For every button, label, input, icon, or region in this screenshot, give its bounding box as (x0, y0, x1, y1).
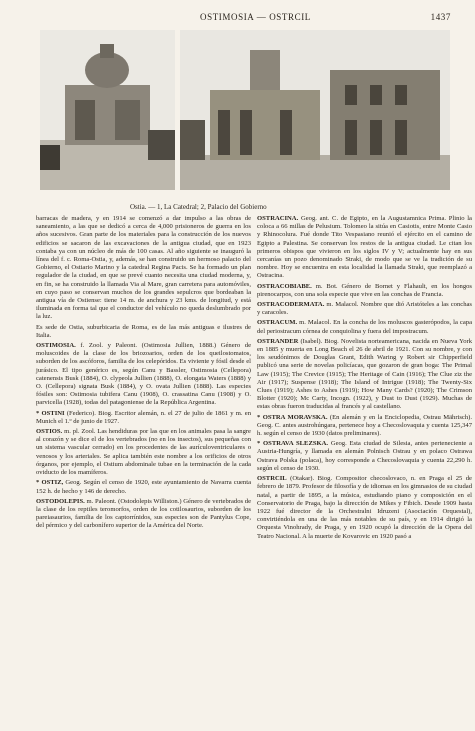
definition: Geog. Esta ciudad de Silesia, antes perteneciente a Austria-Hungría, y llamada en alemán Polnisch Ostrau y en polaco Ostrawa Ostrava Polska (polaca), hoy corresponde a Checoslovaquia y cuenta 22,290 h. según el censo de 1930. (257, 440, 473, 472)
right-column (257, 215, 472, 713)
dictionary-entry (36, 410, 251, 426)
definition: Geog. ant. C. de Egipto, en la Augustamnica Prima. Plinio la coloca a 66 millas de Pelusium. Tolomeo la sitúa en Casiotis, entre Monte Casio y Rhinocolura. Fué donde Tito Vespasiano reunió el ejército en el camino de Egipto a Palestina. Se conservan los restos de la antigua ciudad. Le citan los primeros obispos que vivieron en los siglos IV y V; actualmente hay en sus cercanías un pozo denominado Straki, de modo que se ve la tradición de su nombre. Hoy se encuentra en esta localidad la llamada Straki, que reemplazó a Ostracina. (257, 215, 472, 280)
definition: (Isabel). Biog. Novelista norteamericana, nacida en Nueva York en 1885 y muerta en Long Beach el 26 de abril de 1921. Con su nombre, y con los seudónimos de Douglas Grant, Edith Waring y Robert sir Chipperfield publicó una serie de novelas policíacas, que gozaron de gran boga: The Primal Law (1915); The Crevice (1915); The Heritage of Cain (1916); The Clue ziz the Air (1917); Suspense (1918); The Island of Intrigue (1918); The Twenty-Six Clues (1919); Ashes to Ashes (1919); How Many Cards? (1920); The Crimson Blotter (1920); Mc Carty, Incogn. (1922), y Dust to Dust (1929). Muchas de estas obras fueron traducidas al francés y al castellano. (257, 337, 472, 411)
headword: * OSTRA MORAVSKA. (257, 413, 328, 421)
dictionary-entry (257, 338, 472, 412)
definition: (En alemán y en la Enciclopedia, Ostrau Mährisch). Geog. C. antes austrohúngara, pertenece hoy a Checoslovaquia y cuenta 125,347 h. según el censo de 1930 (datos preliminares). (257, 413, 472, 438)
headword: OSTRANDER (257, 337, 299, 345)
definition: m. pl. Zool. Las hendiduras por las que en los animales pasa la sangre al corazón y se dice el de los vertebrados (no en los insectos), sus pequeñas con un sistema vascular cerrado) en los procedentes de las aurículoventriculares o venosos y los arteriales. Se aplica también este nombre a los orificios de otros órganos, por ejemplo, el Ostium abdominale tubae en la terminación de la cada oviducto de los mamíferos. (36, 428, 251, 477)
definition: Geog. Según el censo de 1920, este ayuntamiento de Navarra cuenta 152 h. de hecho y 146 de derecho. (36, 479, 251, 495)
dictionary-entry (257, 319, 472, 335)
left-column (36, 215, 251, 713)
headword: * OSTINI (36, 409, 65, 417)
definition: m. Malacol. Nombre que dió Aristóteles a las conchas y caracoles. (257, 301, 472, 317)
dictionary-entry (257, 475, 472, 541)
headword: OSTRACODERMATA. (257, 301, 325, 309)
running-title: OSTIMOSIA — OSTRCIL (200, 12, 311, 22)
headword: OSTIMOSIA. (36, 342, 76, 350)
dictionary-entry (257, 283, 472, 299)
dictionary-entry (257, 440, 472, 473)
dictionary-entry (36, 498, 251, 531)
page-header (40, 12, 451, 26)
headword: OSTRACUM. (257, 319, 298, 327)
dictionary-entry (257, 414, 472, 439)
figure-caption: Ostia. — 1, La Catedral; 2, Palacio del Gobierno (130, 203, 267, 211)
definition: m. Malacol. En la concha de los moluscos gasterópodos, la capa del periostracum córnea de conquiolina y fuera del impostracum. (257, 319, 472, 335)
dictionary-entry (257, 215, 472, 281)
page-number: 1437 (430, 12, 451, 22)
dictionary-entry (36, 428, 251, 477)
headword: * OSTIZ, (36, 479, 64, 487)
headword: OSTODOLEPIS. (36, 497, 85, 505)
dictionary-entry (36, 479, 251, 495)
dictionary-entry (257, 301, 472, 317)
definition: f. Zool. y Paleont. (Ostimosia Jullien, 1888.) Género de moluscoides de la clase de los briozoarios, orden de los queilostomatos, suborden de los ascóforos, familia de los celepóridos. Es viviente y fósil desde el jurásico. El tipo genérico es, según Canu y Bassler, Ostimosia (Cellepora) catenensis Busk (1884), O. clypeola Jullien (1888), O. elongata Waters (1888) y O. (Cellepora) signata Busk (1884), y O. ovata Jullien (1888). Las especies fósiles son: Ostimosia tubifera Canu (1908), O. crassatina Canu (1908) y O. parvicella (1928), todas del patagoniense de la República Argentina. (36, 342, 251, 407)
dictionary-entry (36, 342, 251, 408)
cathedral-photo (40, 30, 175, 190)
government-palace-photo (180, 30, 450, 190)
headword: * OSTRAVA SLEZSKA. (257, 440, 329, 448)
headword: OSTIOS. (36, 428, 63, 436)
entry-continuation: barracas de madera, y en 1914 se comenzó a dar impulso a las obras de saneamiento, a las que se dedicó a cerca de 4,000 prisioneros de guerra en los años sucesivos. Gran parte de los materiales para la construcción de los nuevos edificios se sacaron de las excavaciones de la antigua ciudad, que en 1923 contaba ya con un núcleo de más de 100 casas. Al año siguiente se inauguró la línea del f. c. Roma-Ostia, y, además, se han construido un hermoso palacio del Gobierno, el Ostiario Marino y la catedral Regina Pacis. Se ha formado un plan regulador de la ciudad, en que se prevé cuanto necesita una ciudad moderna, y, en fin, se ha construido la llamada Via al Mare, gran carretera para automóviles, en cuyo paso se conservan muchos de los grandes sepulcros que bordeaban la antigua vía de Ostiense: tiene 14 m. de anchura y 23 kms. de longitud, y está iluminada en forma tal que el conductor del vehículo no queda deslumbrado por la luz. (36, 215, 251, 321)
headword: OSTRACINA. (257, 215, 299, 222)
headword: OSTRACOBIABE. (257, 282, 312, 290)
figure (40, 30, 450, 200)
definition: m. Paleont. (Ostodolepis Williston.) Género de vertebrados de la clase de los reptiles teromorfos, orden de los cotilosaurios, suborden de los pareiasaurios, familia de los captorrínidos, sus especies son de Pantylus Cope, del pérmico y del carbonífero superior de la América del Norte. (36, 497, 251, 530)
headword: OSTRCIL (257, 475, 287, 483)
entry-continuation: Es sede de Ostia, suburbicaria de Roma, es de las más antiguas e ilustres de Italia. (36, 323, 251, 339)
definition: m. Bot. Género de Bornet y Flahault, en los hongos pirenocarpos, con una sola especie que vive en las conchas de Francia. (257, 282, 472, 298)
definition: (Otakar). Biog. Compositor checoslovaco, n. en Praga el 25 de febrero de 1879. Profesor de filosofía y de idiomas en los gimnasios de su ciudad natal, a partir de 1895, a la música, estudiando piano y composición en el Conservatorio de Praga, bajo la dirección de Mikes y Fibich. Desde 1909 hasta 1922 fué director de la Orchestralni Idruzeni (Asociación Orquestal), convirtiéndola en una de las más notables de su país, y en 1914 dirigió la Orquesta Vinohrady, de Praga, y en 1920 ocupó la dirección de la Opera del Teatro Nacional. A la muerte de Kovarovic en 1920 pasó a (257, 475, 472, 540)
definition: (Federico). Biog. Escritor alemán, n. el 27 de julio de 1861 y m. en Munich el 1.º de junio de 1927. (36, 409, 251, 425)
